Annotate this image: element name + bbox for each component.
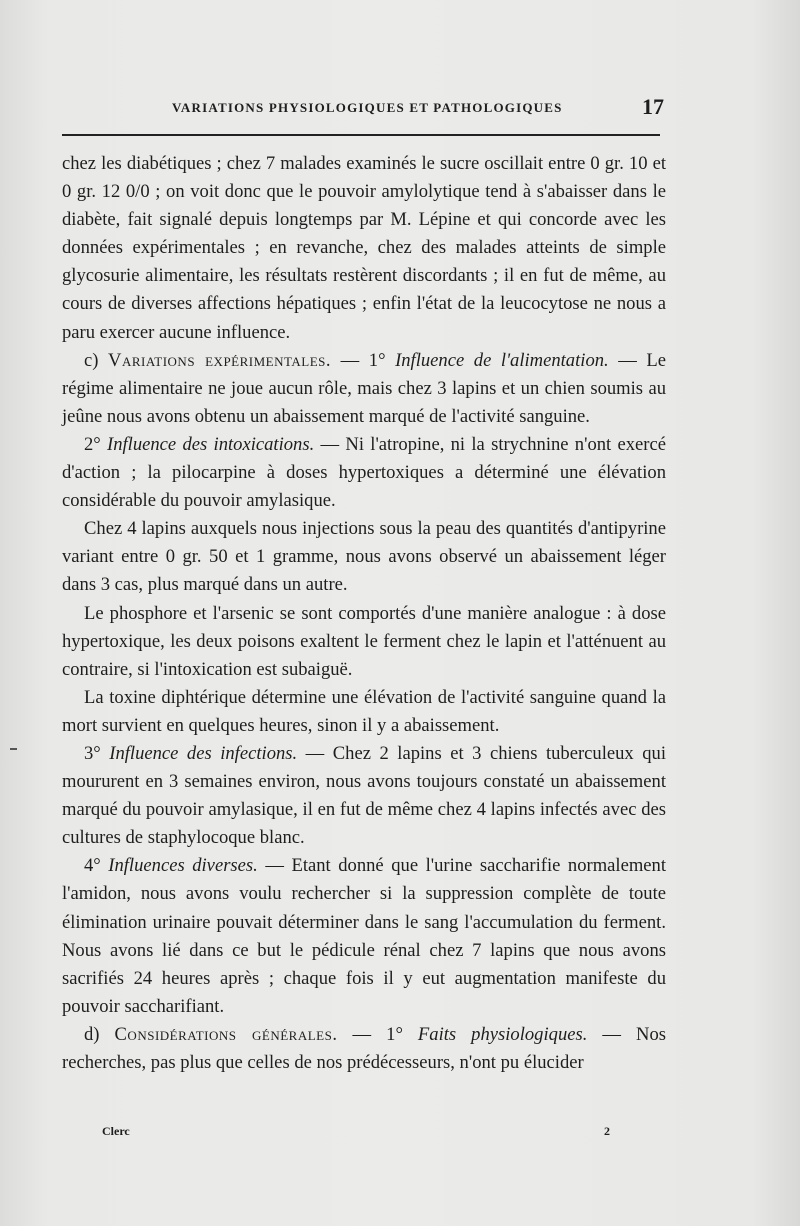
text-run: chez les diabétiques ; chez 7 malades examinés le sucre oscillait entre 0 gr. 10 et 0 gr. 12 0/0 ; on voit donc que le pouvoir amylolytique tend à s'abaisser dans le diabète, fait signalé depuis longtemps par M. Lépine et qui concorde avec les données expérimentales ; en revanche, chez des malades atteints de simple glycosurie alimentaire, les résultats restèrent discordants ; il en fut de même, au cours de diverses affections hépatiques ; enfin l'état de la leucocytose ne nous a paru exercer aucune influence.	[62, 153, 666, 343]
paragraph-p3	[62, 431, 666, 515]
text-run: c)	[84, 349, 109, 371]
subsection-title: Influence des intoxications.	[107, 433, 315, 455]
footer-signature: Clerc	[102, 1124, 130, 1138]
text-run: — Le régime alimentaire ne joue aucun rôle, mais chez 3 lapins et un chien soumis au jeûne nous avons obtenu un abaissement marqué de l'activité sanguine.	[62, 349, 667, 427]
body-text	[62, 150, 666, 1077]
paragraph-p4	[62, 515, 666, 599]
text-run: Le phosphore et l'arsenic se sont comportés d'une manière analogue : à dose hypertoxique, les deux poisons exaltent le ferment chez le lapin et l'atténuent au contraire, si l'intoxication est subaiguë.	[62, 602, 666, 680]
text-run: 4°	[84, 855, 109, 877]
page-number: 17	[642, 94, 664, 119]
running-title: VARIATIONS PHYSIOLOGIQUES ET PATHOLOGIQUES	[172, 100, 563, 115]
text-run: — Nos recherches, pas plus que celles de nos prédécesseurs, n'ont pu élucider	[62, 1023, 667, 1073]
text-run: — Ni l'atropine, ni la strychnine n'ont exercé d'action ; la pilocarpine à doses hypertoxiques a déterminé une élévation considérable du pouvoir amylasique.	[62, 433, 666, 512]
text-run: — 1°	[331, 349, 396, 371]
text-run: — Etant donné que l'urine saccharifie normalement l'amidon, nous avons voulu rechercher si la suppression complète de toute élimination urinaire pouvait déterminer dans le sang l'accumulation du ferment. Nous avons lié dans ce but le pédicule rénal chez 7 lapins que nous avons sacrifiés 24 heures après ; chaque fois il y eut augmentation manifeste du pouvoir saccharifiant.	[62, 855, 667, 1017]
header-rule	[62, 134, 660, 136]
text-run: d)	[84, 1023, 115, 1045]
paragraph-p9	[62, 1021, 666, 1077]
margin-mark	[10, 748, 17, 750]
subsection-title: Influences diverses.	[108, 855, 258, 877]
subsection-title: Influence des infections.	[109, 742, 298, 764]
text-run: Chez 4 lapins auxquels nous injections sous la peau des quantités d'antipyrine variant entre 0 gr. 50 et 1 gramme, nous avons observé un abaissement léger dans 3 cas, plus marqué dans un autre.	[62, 518, 666, 596]
text-run: — Chez 2 lapins et 3 chiens tuberculeux qui moururent en 3 semaines environ, nous avons toujours constaté un abaissement marqué du pouvoir amylasique, il en fut de même chez 4 lapins infectés avec des cultures de staphylocoque blanc.	[62, 742, 666, 849]
section-heading: Variations expérimentales.	[108, 349, 332, 371]
paragraph-p6	[62, 684, 666, 740]
paragraph-p8	[62, 852, 666, 1021]
page-footer	[62, 1124, 660, 1142]
footer-sheet-number: 2	[604, 1124, 610, 1138]
paragraph-p7	[62, 740, 666, 852]
subsection-title: Influence de l'alimentation.	[395, 349, 609, 371]
paragraph-p2	[62, 347, 666, 431]
paragraph-p1	[62, 150, 666, 347]
text-run: 3°	[84, 742, 110, 764]
subsection-title: Faits physiologiques.	[417, 1023, 588, 1045]
paragraph-p5	[62, 600, 666, 684]
text-run: La toxine diphtérique détermine une élévation de l'activité sanguine quand la mort survient en quelques heures, sinon il y a abaissement.	[62, 686, 666, 736]
text-run: 2°	[84, 433, 108, 455]
text-run: — 1°	[337, 1023, 418, 1045]
page-header	[62, 94, 664, 122]
section-heading: Considérations générales.	[114, 1023, 338, 1045]
